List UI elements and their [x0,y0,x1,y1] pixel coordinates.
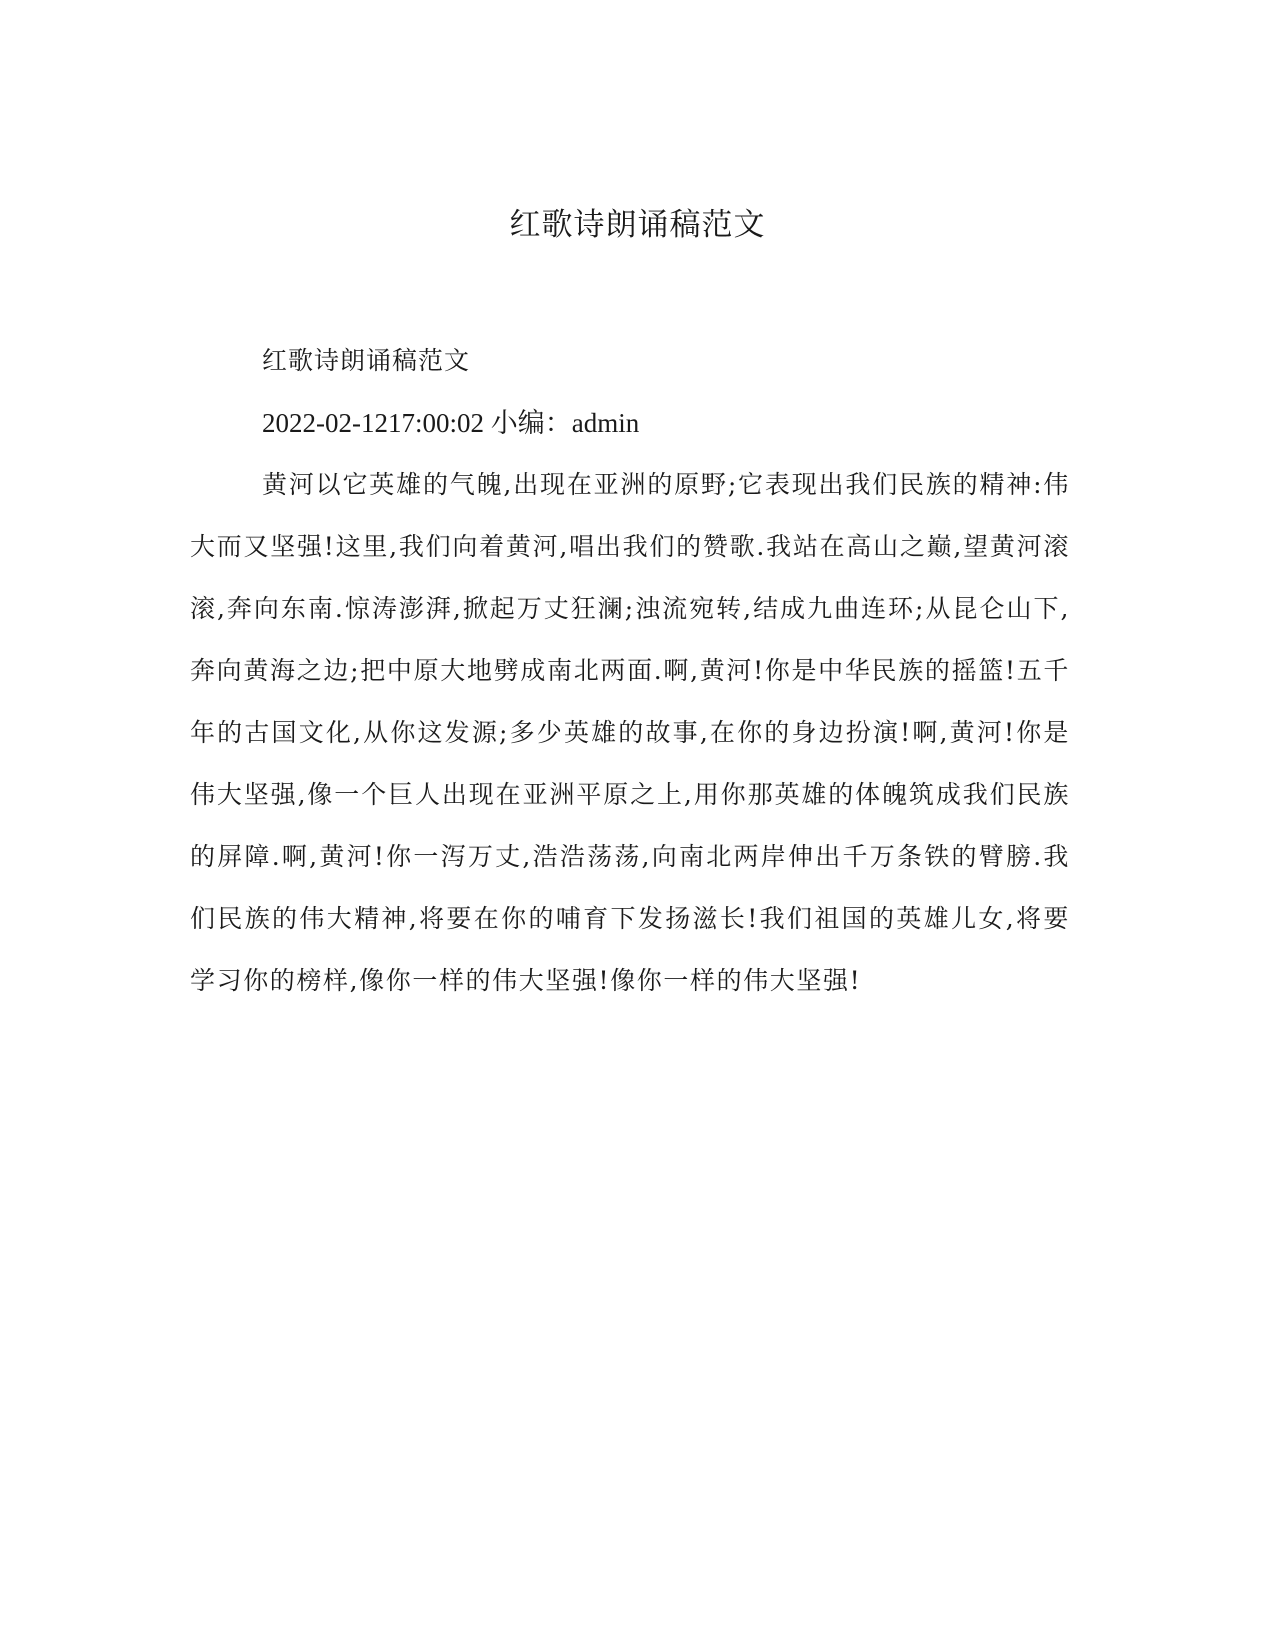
document-content [190,330,1070,1012]
document-subtitle: 红歌诗朗诵稿范文 [262,346,471,375]
publish-meta-line: 2022-02-1217:00:02 小编：admin [262,408,640,438]
document-title: 红歌诗朗诵稿范文 [509,207,766,243]
poem-body-text: 黄河以它英雄的气魄,出现在亚洲的原野;它表现出我们民族的精神:伟大而又坚强!这里,我们向着黄河,唱出我们的赞歌.我站在高山之巅,望黄河滚滚,奔向东南.惊涛澎湃,掀起万丈狂澜;浊流宛转,结成九曲连环;从昆仑山下,奔向黄海之边;把中原大地劈成南北两面.啊,黄河!你是中华民族的摇篮!五千年的古国文化,从你这发源;多少英雄的故事,在你的身边扮演!啊,黄河!你是伟大坚强,像一个巨人出现在亚洲平原之上,用你那英雄的体魄筑成我们民族的屏障.啊,黄河!你一泻万丈,浩浩荡荡,向南北两岸伸出千万条铁的臂膀.我们民族的伟大精神,将要在你的哺育下发扬滋长!我们祖国的英雄儿女,将要学习你的榜样,像你一样的伟大坚强!像你一样的伟大坚强! [190,470,1070,995]
